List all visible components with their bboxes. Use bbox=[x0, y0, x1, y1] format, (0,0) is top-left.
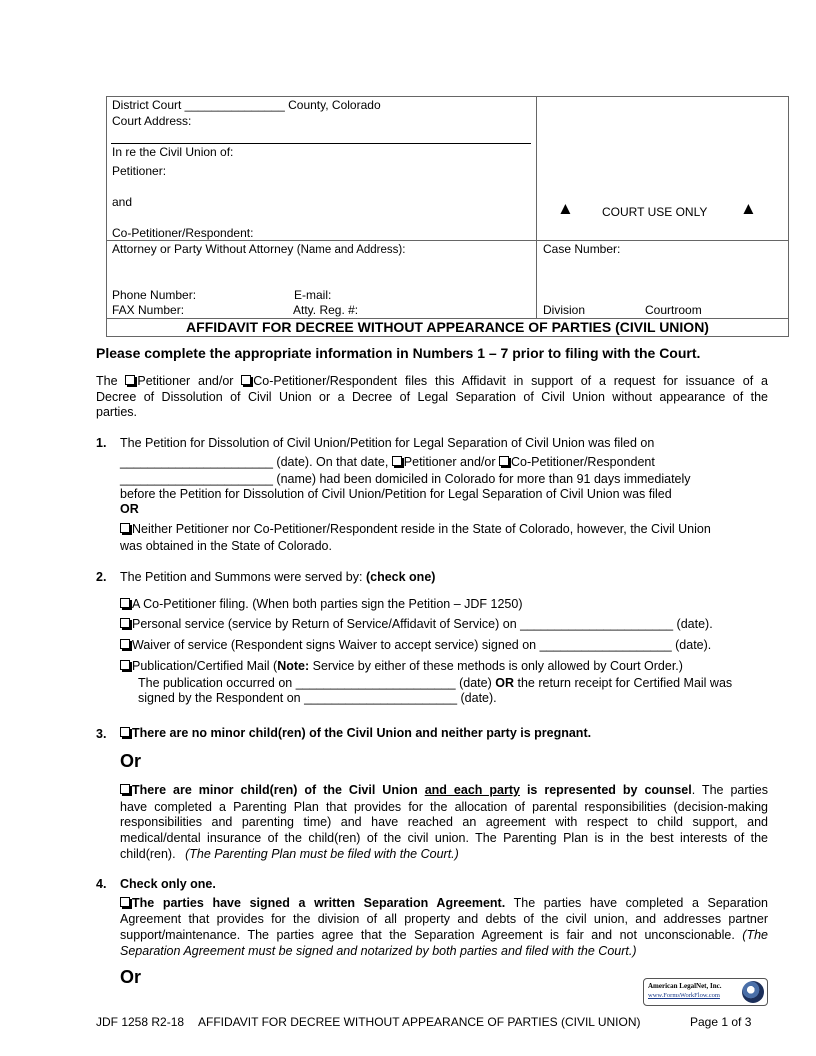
item-2-option-3 bbox=[120, 638, 711, 653]
neither-reside-label: Neither Petitioner nor Co-Petitioner/Respondent reside in the State of Colorado, however, the Civil Union bbox=[132, 522, 711, 536]
fax-field[interactable]: FAX Number: bbox=[112, 303, 185, 317]
publication-date-field[interactable]: The publication occurred on _______________________ (date) bbox=[138, 676, 492, 690]
certified-mail-label: the return receipt for Certified Mail was bbox=[517, 676, 733, 690]
domiciled-name-field[interactable]: ______________________ (name) had been domiciled in Colorado for more than 91 days immediately bbox=[120, 472, 691, 486]
court-address-field[interactable]: Court Address: bbox=[112, 114, 192, 128]
item-3-line-2: have completed a Parenting Plan that provides for the allocation of parental responsibilities (decision-making bbox=[120, 800, 768, 814]
check-one-label: (check one) bbox=[365, 570, 436, 584]
footer-page: Page 1 of 3 bbox=[690, 1015, 752, 1029]
item-4-option-1-a: The parties have signed a written Separation Agreement. bbox=[132, 896, 506, 910]
item-1-line-4: before the Petition for Dissolution of Civil Union/Petition for Legal Separation of Civil Union was filed bbox=[120, 487, 672, 501]
logo-line-2[interactable]: www.FormsWorkFlow.com bbox=[648, 992, 720, 999]
petitioner-field[interactable]: Petitioner: bbox=[112, 164, 167, 178]
item-2-or: OR bbox=[495, 676, 514, 690]
item-1-number: 1. bbox=[96, 436, 107, 450]
atty-reg-field[interactable]: Atty. Reg. #: bbox=[293, 303, 359, 317]
petitioner-checkbox[interactable] bbox=[125, 375, 135, 385]
co-petitioner-field[interactable]: Co-Petitioner/Respondent: bbox=[112, 226, 254, 240]
court-use-only-label: COURT USE ONLY bbox=[602, 205, 708, 219]
item-3-line-3: responsibilities and parenting time) and have reached an agreement with respect to child support, and bbox=[120, 815, 768, 829]
neither-reside-checkbox[interactable] bbox=[120, 523, 130, 533]
item-4-line-3-a: support/maintenance. The parties agree that the Separation Agreement is fair and not unconscionable. bbox=[120, 928, 735, 942]
item-2-option-2-label: Personal service (service by Return of Service/Affidavit of Service) on ______________________ (date). bbox=[132, 617, 713, 631]
item-4-line-4: Separation Agreement must be signed and notarized by both parties and filed with the Court.) bbox=[120, 944, 637, 958]
personal-service-checkbox[interactable] bbox=[120, 618, 130, 628]
item-3-option-1-label: There are no minor child(ren) of the Civil Union and neither party is pregnant. bbox=[132, 726, 592, 740]
item-1-line-2 bbox=[120, 455, 655, 470]
courtroom-field[interactable]: Courtroom bbox=[645, 303, 702, 317]
intro-co-petitioner-label: Co-Petitioner/Respondent files this Affidavit in support of a request for issuance of a bbox=[253, 374, 768, 388]
item-3-line-5-b: (The Parenting Plan must be filed with the Court.) bbox=[185, 847, 459, 861]
american-legalnet-logo[interactable] bbox=[643, 978, 768, 1006]
item-3-option-2-b: and each party bbox=[424, 783, 520, 797]
waiver-of-service-checkbox[interactable] bbox=[120, 639, 130, 649]
intro-line-3: parties. bbox=[96, 405, 137, 419]
item-3-or: Or bbox=[120, 751, 142, 771]
item-3-option-2 bbox=[120, 783, 768, 798]
item-1-co-petitioner-label: Co-Petitioner/Respondent bbox=[511, 455, 655, 469]
item-1-line-5 bbox=[120, 522, 711, 537]
and-label: and bbox=[112, 195, 133, 209]
item-4-or: Or bbox=[120, 967, 142, 987]
item-1-line-6: was obtained in the State of Colorado. bbox=[120, 539, 332, 553]
triangle-up-icon: ▲ bbox=[557, 199, 574, 218]
email-field[interactable]: E-mail: bbox=[294, 288, 332, 302]
publication-mail-checkbox[interactable] bbox=[120, 660, 130, 670]
in-re-label: In re the Civil Union of: bbox=[112, 145, 234, 159]
item-4-option-1-b: The parties have completed a Separation bbox=[505, 896, 768, 910]
attorney-sublabel: (Name and Address): bbox=[296, 244, 406, 256]
item-2-option-1 bbox=[120, 597, 522, 612]
intro-line-1 bbox=[96, 374, 768, 389]
separation-agreement-checkbox[interactable] bbox=[120, 897, 130, 907]
triangle-up-icon: ▲ bbox=[740, 199, 757, 218]
caption-divider bbox=[536, 96, 537, 318]
item-4-line-3 bbox=[120, 928, 768, 943]
phone-field[interactable]: Phone Number: bbox=[112, 288, 197, 302]
item-3-line-5-a: child(ren). bbox=[120, 847, 176, 861]
item-1-or: OR bbox=[120, 502, 139, 516]
item-2-option-4 bbox=[120, 659, 683, 674]
item-4-line-3-b: (The bbox=[742, 928, 768, 942]
intro-line-2: Decree of Dissolution of Civil Union or a Decree of Legal Separation of Civil Union without appearance of the bbox=[96, 390, 768, 404]
item-3-option-2-d: . The parties bbox=[691, 783, 768, 797]
minor-children-checkbox[interactable] bbox=[120, 784, 130, 794]
item-4-line-2: Agreement that provides for the division of all property and debts of the civil union, and addresses partner bbox=[120, 912, 768, 926]
item-2-heading bbox=[120, 570, 435, 585]
item-1-co-petitioner-checkbox[interactable] bbox=[499, 456, 509, 466]
return-receipt-date-field[interactable]: signed by the Respondent on ______________________ (date). bbox=[138, 691, 497, 705]
item-2-option-1-label: A Co-Petitioner filing. (When both parties sign the Petition – JDF 1250) bbox=[132, 597, 523, 611]
item-3-line-5 bbox=[120, 847, 459, 862]
item-1-line-1: The Petition for Dissolution of Civil Union/Petition for Legal Separation of Civil Union was filed on bbox=[120, 436, 655, 450]
item-2-option-3-label: Waiver of service (Respondent signs Waiver to accept service) signed on ___________________ (date). bbox=[132, 638, 712, 652]
form-title: AFFIDAVIT FOR DECREE WITHOUT APPEARANCE OF PARTIES (CIVIL UNION) bbox=[186, 319, 709, 335]
globe-icon bbox=[742, 981, 764, 1003]
co-petitioner-checkbox[interactable] bbox=[241, 375, 251, 385]
intro-the: The bbox=[96, 374, 118, 388]
footer-title: AFFIDAVIT FOR DECREE WITHOUT APPEARANCE OF PARTIES (CIVIL UNION) bbox=[198, 1015, 641, 1029]
instructions: Please complete the appropriate information in Numbers 1 – 7 prior to filing with the Court. bbox=[96, 345, 701, 361]
item-3-number: 3. bbox=[96, 727, 107, 741]
co-petitioner-filing-checkbox[interactable] bbox=[120, 598, 130, 608]
item-4-option-1 bbox=[120, 896, 768, 911]
attorney-field[interactable] bbox=[112, 242, 405, 258]
filed-date-field[interactable]: ______________________ (date). On that date, bbox=[120, 455, 389, 469]
logo-line-1: American LegalNet, Inc. bbox=[648, 982, 722, 990]
item-2-option-4-line-2 bbox=[138, 676, 732, 691]
intro-petitioner-label: Petitioner and/or bbox=[137, 374, 234, 388]
item-2-number: 2. bbox=[96, 570, 107, 584]
item-1-petitioner-label: Petitioner and/or bbox=[403, 455, 496, 469]
attorney-label: Attorney or Party Without Attorney bbox=[112, 242, 294, 256]
item-4-heading: Check only one. bbox=[120, 877, 216, 891]
item-3-option-2-c: is represented by counsel bbox=[526, 783, 692, 797]
item-3-line-4: medical/dental insurance of the child(ren) of the civil union. The Parenting Plan is in the best interests of the bbox=[120, 831, 768, 845]
division-field[interactable]: Division bbox=[543, 303, 586, 317]
address-underline bbox=[111, 143, 531, 144]
no-minor-children-checkbox[interactable] bbox=[120, 727, 130, 737]
note-label: Note: bbox=[277, 659, 310, 673]
item-2-option-4-label-b: Service by either of these methods is only allowed by Court Order.) bbox=[309, 659, 683, 673]
item-1-petitioner-checkbox[interactable] bbox=[392, 456, 402, 466]
case-number-field[interactable]: Case Number: bbox=[543, 242, 621, 256]
item-2-heading-text: The Petition and Summons were served by: bbox=[120, 570, 363, 584]
item-2-option-2 bbox=[120, 617, 713, 632]
item-2-option-4-label-a: Publication/Certified Mail ( bbox=[132, 659, 278, 673]
item-3-option-2-a: There are minor child(ren) of the Civil Union bbox=[132, 783, 418, 797]
district-court-field[interactable]: District Court _______________ County, Colorado bbox=[112, 98, 381, 112]
item-4-number: 4. bbox=[96, 877, 107, 891]
footer-form-id: JDF 1258 R2-18 bbox=[96, 1015, 185, 1029]
item-3-option-1 bbox=[120, 726, 591, 741]
